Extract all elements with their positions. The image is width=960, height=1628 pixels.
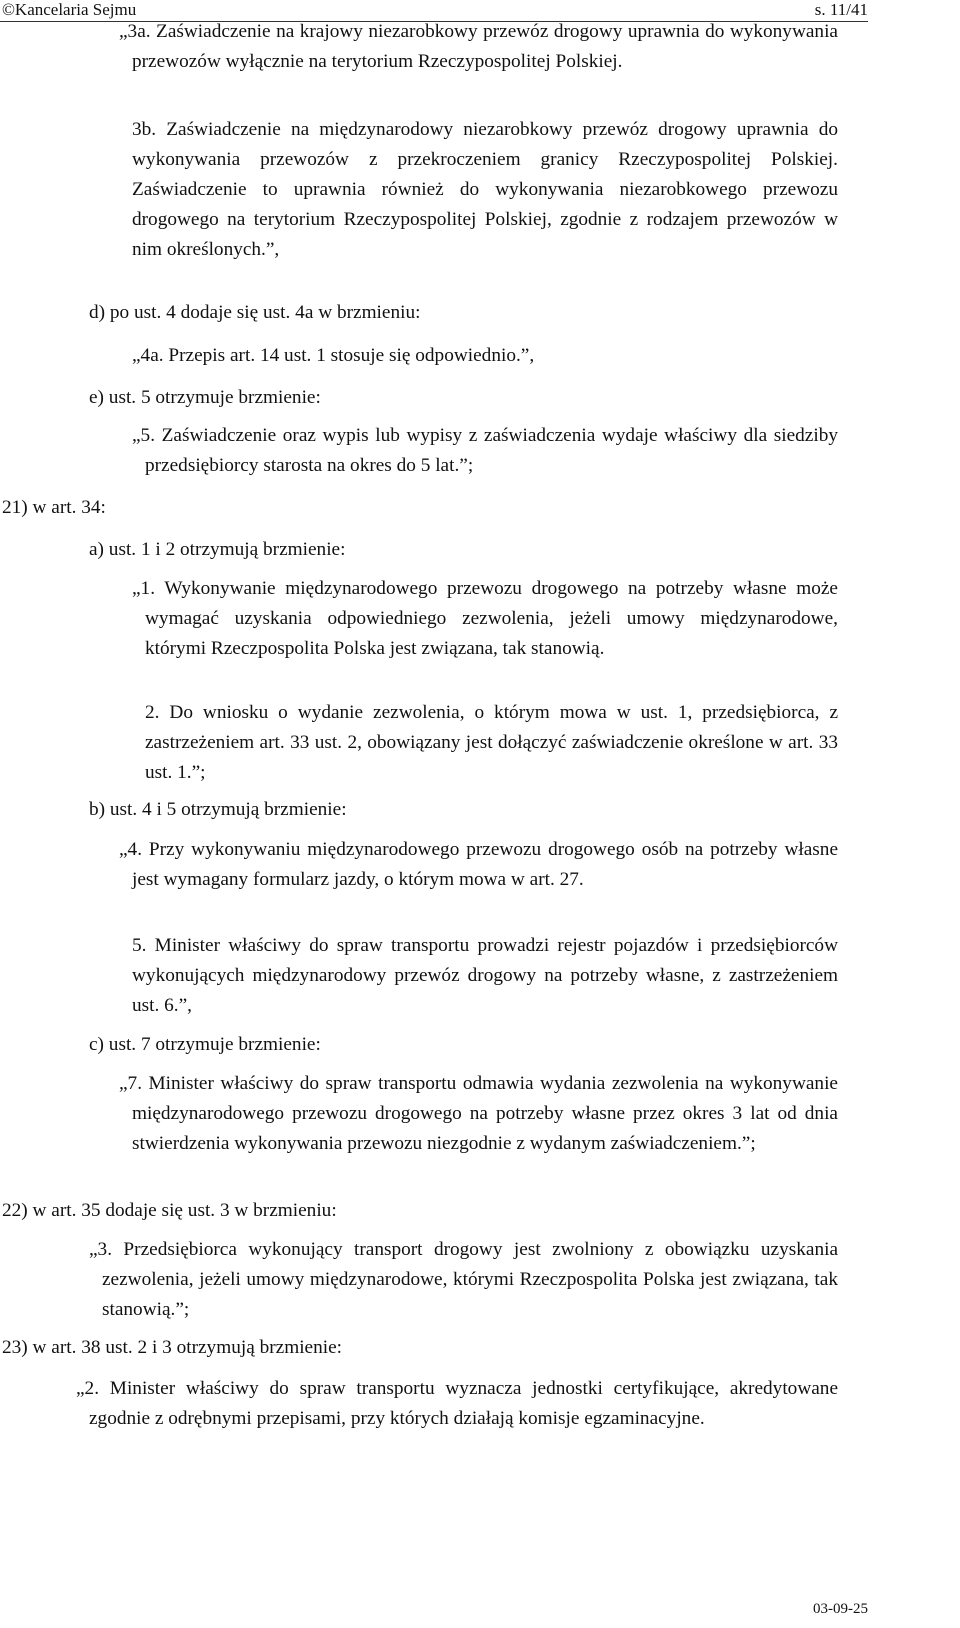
header-page-number: s. 11/41 — [814, 0, 868, 19]
item-c: c) ust. 7 otrzymuje brzmienie: — [89, 1034, 321, 1055]
header-copyright: ©Kancelaria Sejmu — [2, 0, 137, 19]
point-21: 21) w art. 34: — [2, 497, 106, 518]
item-a: a) ust. 1 i 2 otrzymują brzmienie: — [89, 539, 346, 560]
paragraph-3: „3. Przedsiębiorca wykonujący transport drogowy jest zwolniony z obowiązku uzyskania zezwolenia, jeżeli umowy międzynarodowe, którymi Rzeczpospolita Polska jest związana, tak stanowią.”; — [89, 1239, 838, 1320]
footer-date: 03-09-25 — [813, 1601, 868, 1617]
item-d: d) po ust. 4 dodaje się ust. 4a w brzmieniu: — [89, 302, 421, 323]
paragraph-3b: 3b. Zaświadczenie na międzynarodowy niezarobkowy przewóz drogowy uprawnia do wykonywania przewozów z przekroczeniem granicy Rzeczypospolitej Polskiej. Zaświadczenie to uprawnia również do wykonywania niezarobkowego przewozu drogowego na terytorium Rzeczypospolitej Polskiej, zgodnie z rodzajem przewozów w nim określonych.”, — [132, 119, 838, 260]
point-22: 22) w art. 35 dodaje się ust. 3 w brzmieniu: — [2, 1200, 337, 1221]
paragraph-1: „1. Wykonywanie międzynarodowego przewozu drogowego na potrzeby własne może wymagać uzyskania odpowiedniego zezwolenia, jeżeli umowy międzynarodowe, którymi Rzeczpospolita Polska jest związana, tak stanowią. — [132, 578, 838, 659]
paragraph-7: „7. Minister właściwy do spraw transportu odmawia wydania zezwolenia na wykonywanie międzynarodowego przewozu drogowego na potrzeby własne przez okres 3 lat od dnia stwierdzenia wykonywania przewozu niezgodnie z wydanym zaświadczeniem.”; — [119, 1073, 838, 1154]
paragraph-3a: „3a. Zaświadczenie na krajowy niezarobkowy przewóz drogowy uprawnia do wykonywania przewozów wyłącznie na terytorium Rzeczypospolitej Polskiej. — [119, 21, 838, 72]
paragraph-5b: 5. Minister właściwy do spraw transportu prowadzi rejestr pojazdów i przedsiębiorców wykonujących międzynarodowy przewóz drogowy na potrzeby własne, z zastrzeżeniem ust. 6.”, — [132, 935, 838, 1016]
item-b: b) ust. 4 i 5 otrzymują brzmienie: — [89, 799, 347, 820]
item-e: e) ust. 5 otrzymuje brzmienie: — [89, 387, 321, 408]
paragraph-2: 2. Do wniosku o wydanie zezwolenia, o którym mowa w ust. 1, przedsiębiorca, z zastrzeżeniem art. 33 ust. 2, obowiązany jest dołączyć zaświadczenie określone w art. 33 ust. 1.”; — [145, 702, 838, 783]
paragraph-4: „4. Przy wykonywaniu międzynarodowego przewozu drogowego osób na potrzeby własne jest wymagany formularz jazdy, o którym mowa w art. 27. — [119, 839, 838, 890]
paragraph-5: „5. Zaświadczenie oraz wypis lub wypisy z zaświadczenia wydaje właściwy dla siedziby przedsiębiorcy starosta na okres do 5 lat.”; — [132, 425, 838, 476]
paragraph-4a: „4a. Przepis art. 14 ust. 1 stosuje się odpowiednio.”, — [132, 345, 535, 366]
paragraph-2b: „2. Minister właściwy do spraw transportu wyznacza jednostki certyfikujące, akredytowane zgodnie z odrębnymi przepisami, przy których działają komisje egzaminacyjne. — [76, 1378, 838, 1429]
point-23: 23) w art. 38 ust. 2 i 3 otrzymują brzmienie: — [2, 1337, 343, 1358]
